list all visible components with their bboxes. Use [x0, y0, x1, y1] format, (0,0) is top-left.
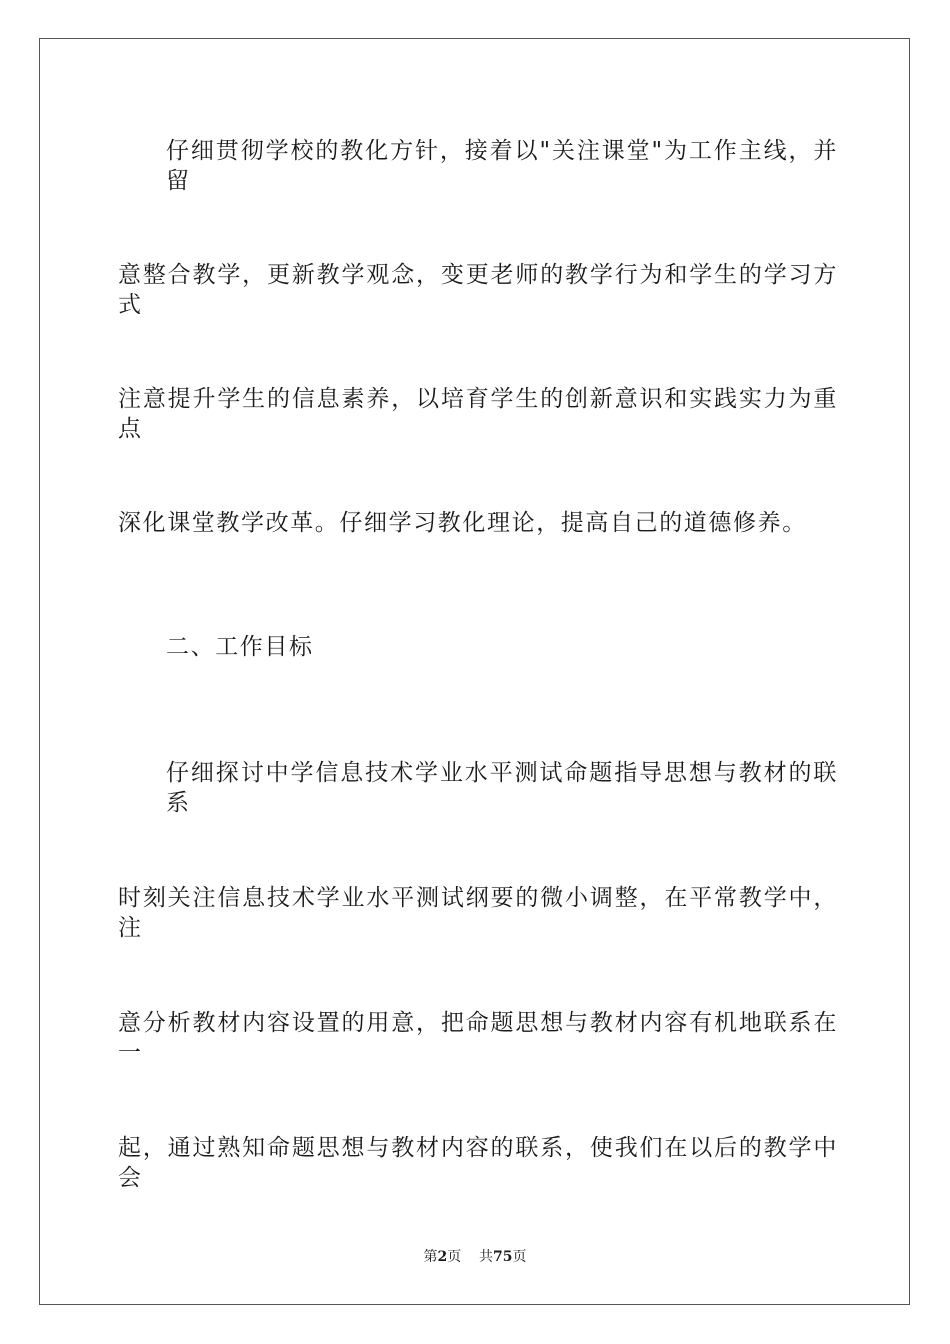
total-pages: 75	[493, 1249, 513, 1265]
paragraph-line: 仔细探讨中学信息技术学业水平测试命题指导思想与教材的联系	[166, 760, 838, 816]
page-prefix: 第	[423, 1249, 438, 1265]
section-heading: 二、工作目标	[166, 634, 314, 660]
page-footer	[0, 1246, 950, 1266]
paragraph-line: 时刻关注信息技术学业水平测试纲要的微小调整，在平常教学中，注	[118, 885, 838, 941]
paragraph-line: 起，通过熟知命题思想与教材内容的联系，使我们在以后的教学中会	[118, 1135, 838, 1191]
page-suffix: 页	[447, 1249, 462, 1265]
total-prefix: 共	[479, 1249, 494, 1265]
page-frame	[39, 38, 910, 1305]
paragraph-line: 深化课堂教学改革。仔细学习教化理论，提高自己的道德修养。	[118, 510, 807, 536]
paragraph-line: 注意提升学生的信息素养，以培育学生的创新意识和实践实力为重点	[118, 386, 838, 442]
paragraph-line: 仔细贯彻学校的教化方针，接着以"关注课堂"为工作主线，并留	[166, 138, 838, 194]
paragraph-line: 意整合教学，更新教学观念，变更老师的教学行为和学生的学习方式	[118, 262, 838, 318]
total-suffix: 页	[512, 1249, 527, 1265]
paragraph-line: 意分析教材内容设置的用意，把命题思想与教材内容有机地联系在一	[118, 1010, 838, 1066]
page-number: 2	[437, 1249, 448, 1265]
